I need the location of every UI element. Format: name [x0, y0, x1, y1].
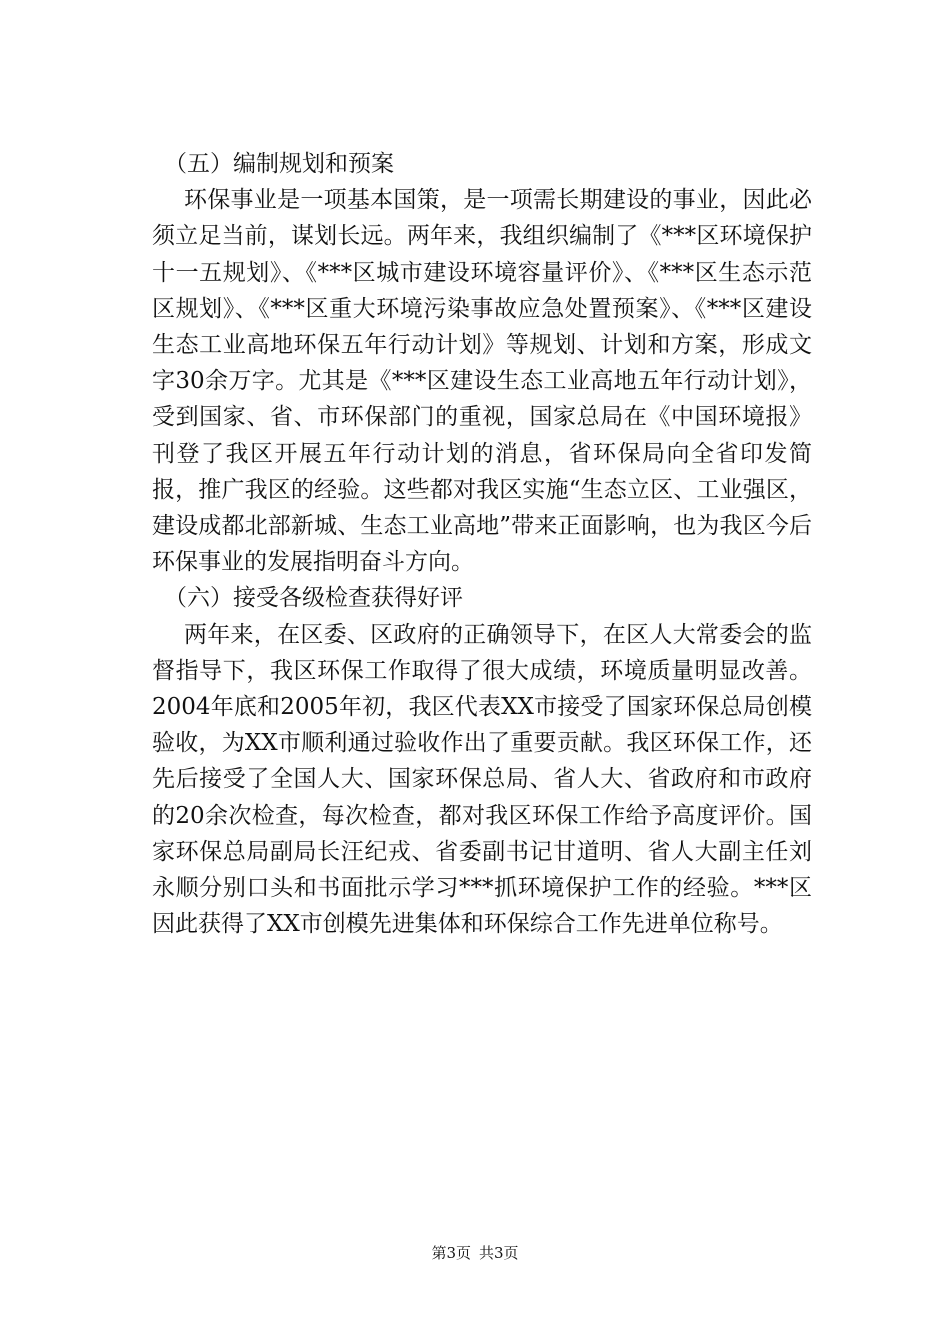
section-heading-6: （六）接受各级检查获得好评	[164, 585, 463, 612]
page-total: 共3页	[479, 1244, 519, 1262]
page-footer	[0, 1243, 950, 1263]
page-number: 第3页	[431, 1244, 471, 1262]
section-heading-5: （五）编制规划和预案	[164, 151, 394, 177]
section-paragraph-6: 两年来，在区委、区政府的正确领导下，在区人大常委会的监督指导下，我区环保工作取得了很大成绩，环境质量明显改善。2004年底和2005年初，我区代表XX市接受了国家环保总局创模验收，为XX市顺利通过验收作出了重要贡献。我区环保工作，还先后接受了全国人大、国家环保总局、省人大、省政府和市政府的20余次检查，每次检查，都对我区环保工作给予高度评价。国家环保总局副局长汪纪戎、省委副书记甘道明、省人大副主任刘永顺分别口头和书面批示学习***抓环境保护工作的经验。***区因此获得了XX市创模先进集体和环保综合工作先进单位称号。	[152, 621, 812, 938]
section-paragraph-5: 环保事业是一项基本国策，是一项需长期建设的事业，因此必须立足当前，谋划长远。两年来，我组织编制了《***区环境保护十一五规划》、《***区城市建设环境容量评价》、《***区生态示范区规划》、《***区重大环境污染事故应急处置预案》、《***区建设生态工业高地环保五年行动计划》等规划、计划和方案，形成文字30余万字。尤其是《***区建设生态工业高地五年行动计划》，受到国家、省、市环保部门的重视，国家总局在《中国环境报》刊登了我区开展五年行动计划的消息，省环保局向全省印发简报，推广我区的经验。这些都对我区实施“生态立区、工业强区，建设成都北部新城、生态工业高地”带来正面影响，也为我区今后环保事业的发展指明奋斗方向。	[152, 187, 812, 576]
document-body	[152, 146, 812, 942]
